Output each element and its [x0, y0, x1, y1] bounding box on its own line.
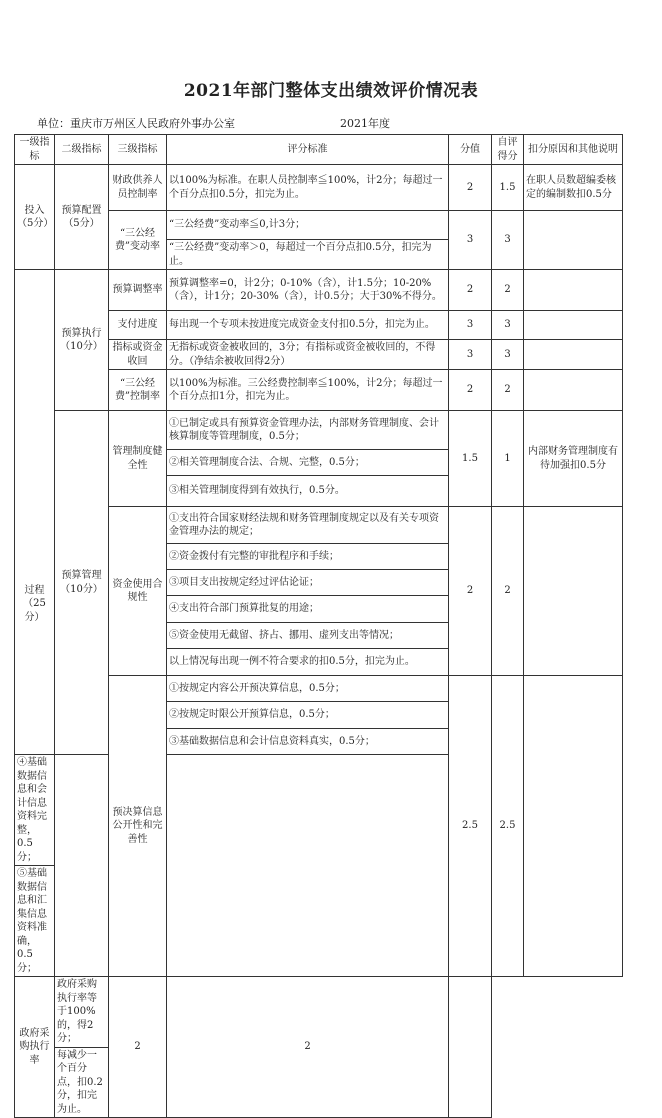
level3-cell: “三公经费”控制率: [109, 370, 167, 411]
score-cell: 2: [449, 370, 492, 411]
standard-cell: 以100%为标准。在职人员控制率≦100%，计2分；每超过一个百分点扣0.5分，扣完为止。: [167, 165, 449, 211]
table-row: [15, 270, 623, 311]
self-score-cell: 3: [492, 311, 524, 340]
standard-cell: ②资金拨付有完整的审批程序和手续；: [167, 544, 449, 570]
reason-cell: 内部财务管理制度有待加强扣0.5分: [524, 411, 623, 507]
standard-cell: 政府采购执行率等于100%的，得2分；: [55, 977, 109, 1048]
level3-cell: 支付进度: [109, 311, 167, 340]
score-cell: 2: [449, 165, 492, 211]
page-title: 2021年部门整体支出绩效评价情况表: [183, 81, 479, 101]
header-reason: 扣分原因和其他说明: [524, 135, 623, 165]
reason-cell: [449, 977, 492, 1118]
score-cell: 2: [109, 977, 167, 1118]
standard-cell: 以上情况每出现一例不符合要求的扣0.5分，扣完为止。: [167, 649, 449, 676]
standard-cell: 每减少一个百分点，扣0.2分，扣完为止。: [55, 1047, 109, 1118]
standard-cell: 以100%为标准。三公经费控制率≦100%，计2分；每超过一个百分点扣1分，扣完为止。: [167, 370, 449, 411]
table-row: [15, 411, 623, 450]
standard-cell: ⑤资金使用无截留、挤占、挪用、虚列支出等情况；: [167, 623, 449, 649]
standard-cell: ④基础数据信息和会计信息资料完整，0.5分；: [15, 755, 55, 866]
score-cell: 2.5: [449, 676, 492, 977]
standard-cell: “三公经费”变动率＞0，每超过一个百分点扣0.5分，扣完为止。: [167, 240, 449, 270]
reason-cell: [524, 676, 623, 977]
standard-cell: “三公经费”变动率≦0,计3分；: [167, 211, 449, 240]
reason-cell: [524, 270, 623, 311]
header-level3: 三级指标: [109, 135, 167, 165]
score-cell: 2: [449, 507, 492, 676]
standard-cell: ③基础数据信息和会计信息资料真实，0.5分；: [167, 729, 449, 755]
header-level2: 二级指标: [55, 135, 109, 165]
self-score-cell: 2: [167, 977, 449, 1118]
level1-process: 过程（25分）: [15, 270, 55, 755]
self-score-cell: 2: [492, 270, 524, 311]
level3-cell: 资金使用合规性: [109, 507, 167, 676]
standard-cell: ②相关管理制度合法、合规、完整，0.5分；: [167, 450, 449, 476]
standard-cell: ③项目支出按规定经过评估论证；: [167, 570, 449, 596]
year-label: 2021年度: [340, 117, 390, 130]
level2-budget-mgmt: 预算管理（10分）: [55, 411, 109, 755]
table-header-row: [15, 135, 623, 165]
unit-label: 单位：重庆市万州区人民政府外事办公室: [37, 117, 235, 130]
standard-cell: ①按规定内容公开预决算信息，0.5分；: [167, 676, 449, 702]
reason-cell: [524, 370, 623, 411]
header-score: 分值: [449, 135, 492, 165]
reason-cell: 在职人员数超编委核定的编制数扣0.5分: [524, 165, 623, 211]
level3-cell: 财政供养人员控制率: [109, 165, 167, 211]
standard-cell: ⑤基础数据信息和汇集信息资料准确，0.5分；: [15, 866, 55, 977]
table-row: [15, 165, 623, 211]
score-cell: 2: [449, 270, 492, 311]
level3-cell: “三公经费”变动率: [109, 211, 167, 270]
level3-cell: 指标或资金收回: [109, 340, 167, 370]
score-cell: 3: [449, 311, 492, 340]
header-level1: 一级指标: [15, 135, 55, 165]
header-standard: 评分标准: [167, 135, 449, 165]
self-score-cell: 3: [492, 340, 524, 370]
self-score-cell: 1: [492, 411, 524, 507]
level2-budget-exec: 预算执行（10分）: [55, 270, 109, 411]
self-score-cell: 3: [492, 211, 524, 270]
self-score-cell: 1.5: [492, 165, 524, 211]
standard-cell: 预算调整率=0，计2分；0-10%（含），计1.5分；10-20%（含），计1分；20-30%（含），计0.5分；大于30%不得分。: [167, 270, 449, 311]
level1-input: 投入（5分）: [15, 165, 55, 270]
evaluation-table: [14, 134, 623, 1118]
reason-cell: [524, 311, 623, 340]
level3-cell: 预算调整率: [109, 270, 167, 311]
self-score-cell: 2: [492, 370, 524, 411]
level3-cell: 预决算信息公开性和完善性: [109, 676, 167, 977]
standard-cell: ①已制定或具有预算资金管理办法，内部财务管理制度、会计核算制度等管理制度，0.5分；: [167, 411, 449, 450]
standard-cell: ④支出符合部门预算批复的用途；: [167, 596, 449, 623]
reason-cell: [524, 340, 623, 370]
self-score-cell: 2.5: [492, 676, 524, 977]
table-row: [15, 977, 623, 1048]
score-cell: 3: [449, 340, 492, 370]
self-score-cell: 2: [492, 507, 524, 676]
reason-cell: [524, 507, 623, 676]
reason-cell: [524, 211, 623, 270]
header-self-score: 自评得分: [492, 135, 524, 165]
standard-cell: 无指标或资金被收回的，3分；有指标或资金被收回的，不得分。（净结余被收回得2分）: [167, 340, 449, 370]
standard-cell: ②按规定时限公开预算信息，0.5分；: [167, 702, 449, 729]
standard-cell: ①支出符合国家财经法规和财务管理制度规定以及有关专项资金管理办法的规定；: [167, 507, 449, 544]
score-cell: 1.5: [449, 411, 492, 507]
standard-cell: 每出现一个专项未按进度完成资金支付扣0.5分，扣完为止。: [167, 311, 449, 340]
level2-budget-alloc: 预算配置（5分）: [55, 165, 109, 270]
level3-cell: 政府采购执行率: [15, 977, 55, 1118]
level3-cell: 管理制度健全性: [109, 411, 167, 507]
score-cell: 3: [449, 211, 492, 270]
standard-cell: ③相关管理制度得到有效执行，0.5分。: [167, 476, 449, 507]
